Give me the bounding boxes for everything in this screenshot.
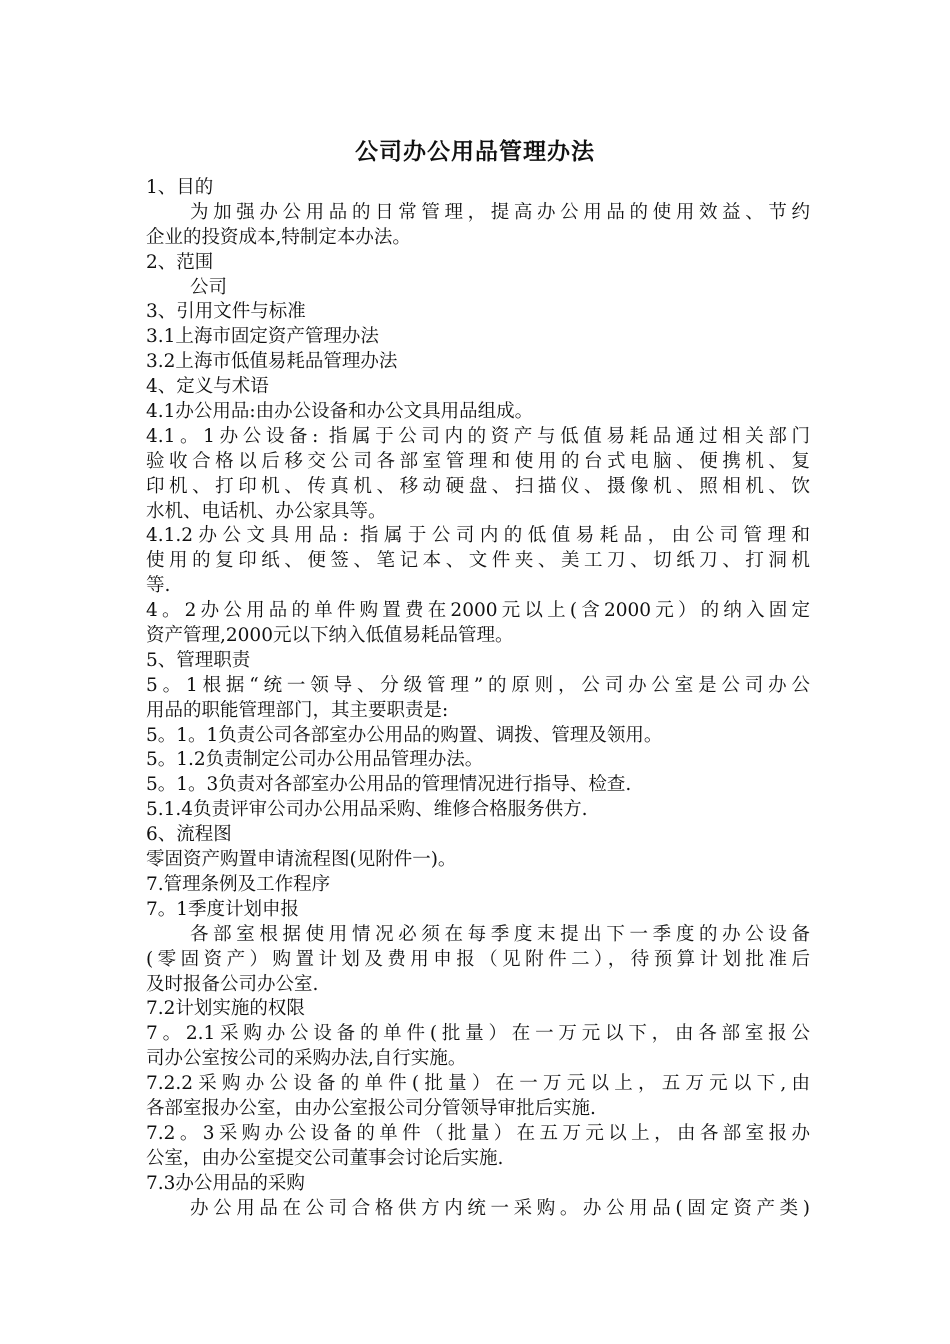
text-line: 等. xyxy=(146,575,171,597)
document-body xyxy=(146,176,810,1221)
text-line: 7.管理条例及工作程序 xyxy=(146,873,331,895)
text-line: 4.1.2办公文具用品: 指属于公司内的低值易耗品，由公司管理和 xyxy=(146,525,810,547)
text-line: 5.1.4负责评审公司办公用品采购、维修合格服务供方. xyxy=(146,799,588,821)
text-line: (零固资产）购置计划及费用申报（见附件二），待预算计划批准后 xyxy=(146,948,810,970)
text-line: 验收合格以后移交公司各部室管理和使用的台式电脑、便携机、复 xyxy=(146,450,810,472)
text-line: 5。1。3负责对各部室办公用品的管理情况进行指导、检查. xyxy=(146,774,632,796)
text-line: 办公用品在公司合格供方内统一采购。办公用品(固定资产类) xyxy=(190,1197,810,1219)
text-line: 企业的投资成本,特制定本办法。 xyxy=(146,226,411,248)
text-line: 5。1.2负责制定公司办公用品管理办法。 xyxy=(146,749,484,771)
text-line: 为加强办公用品的日常管理，提高办公用品的使用效益、节约 xyxy=(190,201,810,223)
document-title: 公司办公用品管理办法 xyxy=(355,139,595,165)
text-line: 5。1根据“统一领导、分级管理”的原则，公司办公室是公司办公 xyxy=(146,674,810,696)
text-line: 6、流程图 xyxy=(146,824,232,846)
text-line: 7。1季度计划申报 xyxy=(146,898,300,920)
text-line: 4、定义与术语 xyxy=(146,376,269,398)
text-line: 5。1。1负责公司各部室办公用品的购置、调拨、管理及领用。 xyxy=(146,724,663,746)
text-line: 4。2办公用品的单件购置费在2000元以上(含2000元）的纳入固定 xyxy=(146,600,810,622)
text-line: 司办公室按公司的采购办法,自行实施。 xyxy=(146,1048,467,1070)
text-line: 5、管理职责 xyxy=(146,649,251,671)
text-line: 资产管理,2000元以下纳入低值易耗品管理。 xyxy=(146,625,514,647)
text-line: 及时报备公司办公室. xyxy=(146,973,319,995)
text-line: 4.1。1办公设备: 指属于公司内的资产与低值易耗品通过相关部门 xyxy=(146,425,810,447)
text-line: 公司 xyxy=(190,276,228,298)
text-line: 3.2上海市低值易耗品管理办法 xyxy=(146,351,398,373)
text-line: 公室，由办公室提交公司董事会讨论后实施. xyxy=(146,1147,504,1169)
text-line: 7.2.2采购办公设备的单件(批量）在一万元以上，五万元以下,由 xyxy=(146,1073,810,1095)
text-line: 水机、电话机、办公家具等。 xyxy=(146,500,387,522)
text-line: 各部室根据使用情况必须在每季度末提出下一季度的办公设备 xyxy=(190,923,810,945)
text-line: 印机、打印机、传真机、移动硬盘、扫描仪、摄像机、照相机、饮 xyxy=(146,475,810,497)
text-line: 使用的复印纸、便签、笔记本、文件夹、美工刀、切纸刀、打洞机 xyxy=(146,550,810,572)
text-line: 7.3办公用品的采购 xyxy=(146,1172,305,1194)
text-line: 3、引用文件与标准 xyxy=(146,301,306,323)
text-line: 7.2计划实施的权限 xyxy=(146,998,305,1020)
text-line: 7。2.1采购办公设备的单件(批量）在一万元以下，由各部室报公 xyxy=(146,1023,810,1045)
text-line: 2、范围 xyxy=(146,251,214,273)
text-line: 各部室报办公室，由办公室报公司分管领导审批后实施. xyxy=(146,1097,596,1119)
text-line: 1、目的 xyxy=(146,177,214,198)
text-line: 零固资产购置申请流程图(见附件一)。 xyxy=(146,849,457,871)
text-line: 4.1办公用品:由办公设备和办公文具用品组成。 xyxy=(146,401,534,423)
text-line: 3.1上海市固定资产管理办法 xyxy=(146,326,379,348)
text-line: 7.2。3采购办公设备的单件（批量）在五万元以上，由各部室报办 xyxy=(146,1122,810,1144)
text-line: 用品的职能管理部门，其主要职责是: xyxy=(146,699,449,721)
